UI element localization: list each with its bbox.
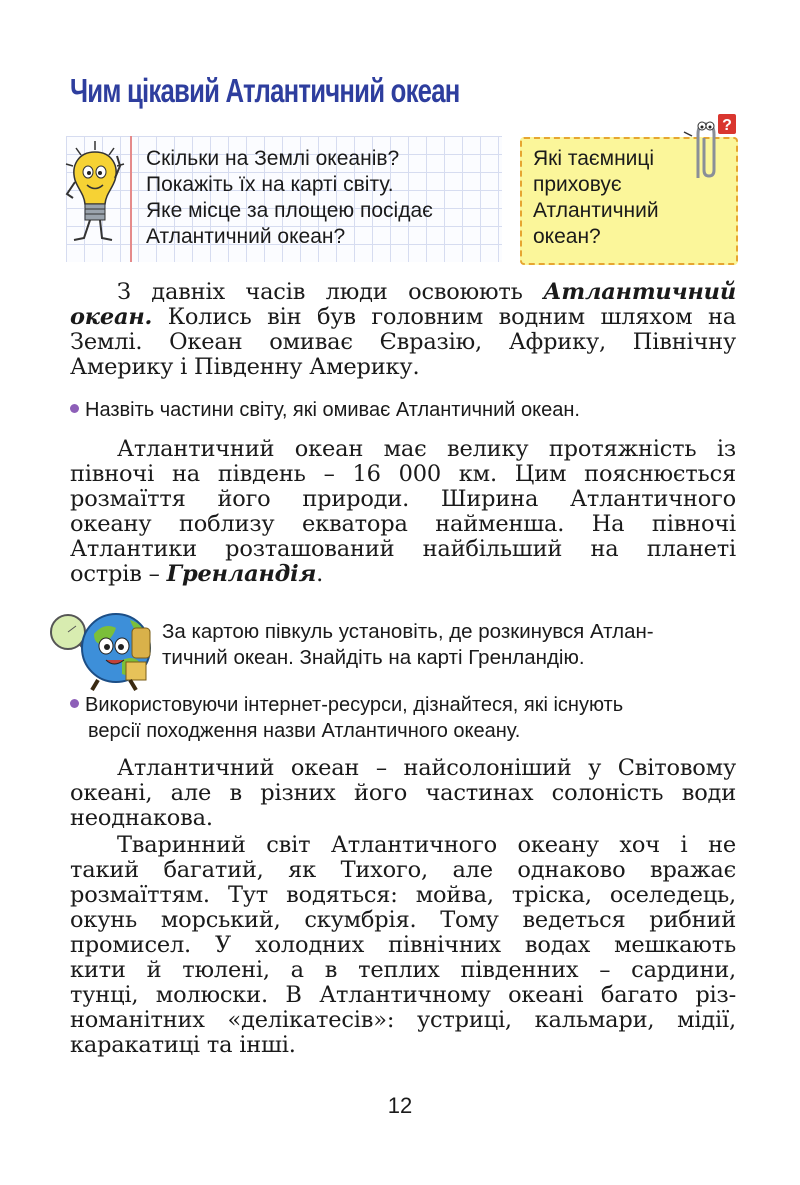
term-atlantic-ocean: Атлантичний xyxy=(543,279,736,305)
text: Землі. Океан омиває Євразію, Африку, Північну xyxy=(70,329,736,355)
task-bullet xyxy=(70,397,740,423)
text: такий багатий, як Тихого, але однаково вражає xyxy=(70,857,736,883)
note-line: Атлантичний xyxy=(533,199,659,222)
task-text: версії походження назви Атлантичного океану. xyxy=(88,720,521,742)
text: острів – xyxy=(70,561,167,587)
task-text: Використовуючи інтернет-ресурси, дізнайтеся, які існують xyxy=(85,694,624,716)
text: океані, але в різних його частинах солоність води xyxy=(70,780,736,806)
task-text: Назвіть частини світу, які омиває Атлантичний океан. xyxy=(85,399,580,421)
text: Атлантичний океан – найсолоніший у Світовому xyxy=(117,755,736,781)
text: Колись він був головним водним шляхом на xyxy=(152,304,736,330)
text: каракатиці та інші. xyxy=(70,1032,296,1058)
text: розмаїттям. Тут водяться: мойва, тріска, оселедець, xyxy=(70,882,736,908)
question-line: Атлантичний океан? xyxy=(146,225,346,248)
term-greenland: Гренландія xyxy=(166,561,317,587)
term-ocean: океан. xyxy=(70,304,153,330)
text: тунці, молюски. В Атлантичному океані багато різ- xyxy=(70,982,736,1008)
paragraph xyxy=(70,437,736,587)
text: кити й тюлені, а в теплих південних – сардини, xyxy=(70,957,736,983)
text: . xyxy=(316,561,324,587)
text: півночі на південь – 16 000 км. Цим пояснюється xyxy=(70,461,736,487)
map-task xyxy=(162,619,742,671)
note-line: приховує xyxy=(533,173,622,196)
text: Атлантики розташований найбільший на планеті xyxy=(70,536,736,562)
mystery-note-text xyxy=(533,146,683,250)
paragraph xyxy=(70,756,736,831)
question-line: Скільки на Землі океанів? xyxy=(146,147,400,170)
note-line: океан? xyxy=(533,225,601,248)
paperclip-icon xyxy=(680,112,738,184)
text: Атлантичний океан має велику протяжність із xyxy=(117,436,736,462)
questions-text xyxy=(146,146,506,250)
text: номанітних «делікатесів»: устриці, кальмари, мідії, xyxy=(70,1007,736,1033)
text: З давніх часів люди освоюють xyxy=(117,279,544,305)
text: За картою півкуль установіть, де розкинувся Атлан- xyxy=(162,620,654,643)
bullet-icon xyxy=(70,404,79,413)
paragraph xyxy=(70,833,736,1058)
paragraph xyxy=(70,280,736,380)
globe-character-icon xyxy=(46,604,158,692)
text: промисел. У холодних північних водах мешкають xyxy=(70,932,736,958)
text: неоднакова. xyxy=(70,805,213,831)
text: океану поблизу екватора найменша. На півночі xyxy=(70,511,736,537)
text: окунь морський, скумбрія. Тому ведеться рибний xyxy=(70,907,736,933)
note-line: Які таємниці xyxy=(533,147,655,170)
question-badge: ? xyxy=(722,117,732,134)
task-bullet xyxy=(70,692,740,744)
question-line: Покажіть їх на карті світу. xyxy=(146,173,394,196)
page-title: Чим цікавий Атлантичний океан xyxy=(70,72,460,109)
text: розмаїття його природи. Ширина Атлантичного xyxy=(70,486,736,512)
text: тичний океан. Знайдіть на карті Гренландію. xyxy=(162,646,585,669)
text: Америку і Південну Америку. xyxy=(70,354,420,380)
page-number: 12 xyxy=(387,1093,413,1118)
question-line: Яке місце за площею посідає xyxy=(146,199,433,222)
margin-line xyxy=(130,136,132,262)
lightbulb-icon xyxy=(62,138,128,248)
bullet-icon xyxy=(70,699,79,708)
text: Тваринний світ Атлантичного океану хоч і не xyxy=(117,832,736,858)
